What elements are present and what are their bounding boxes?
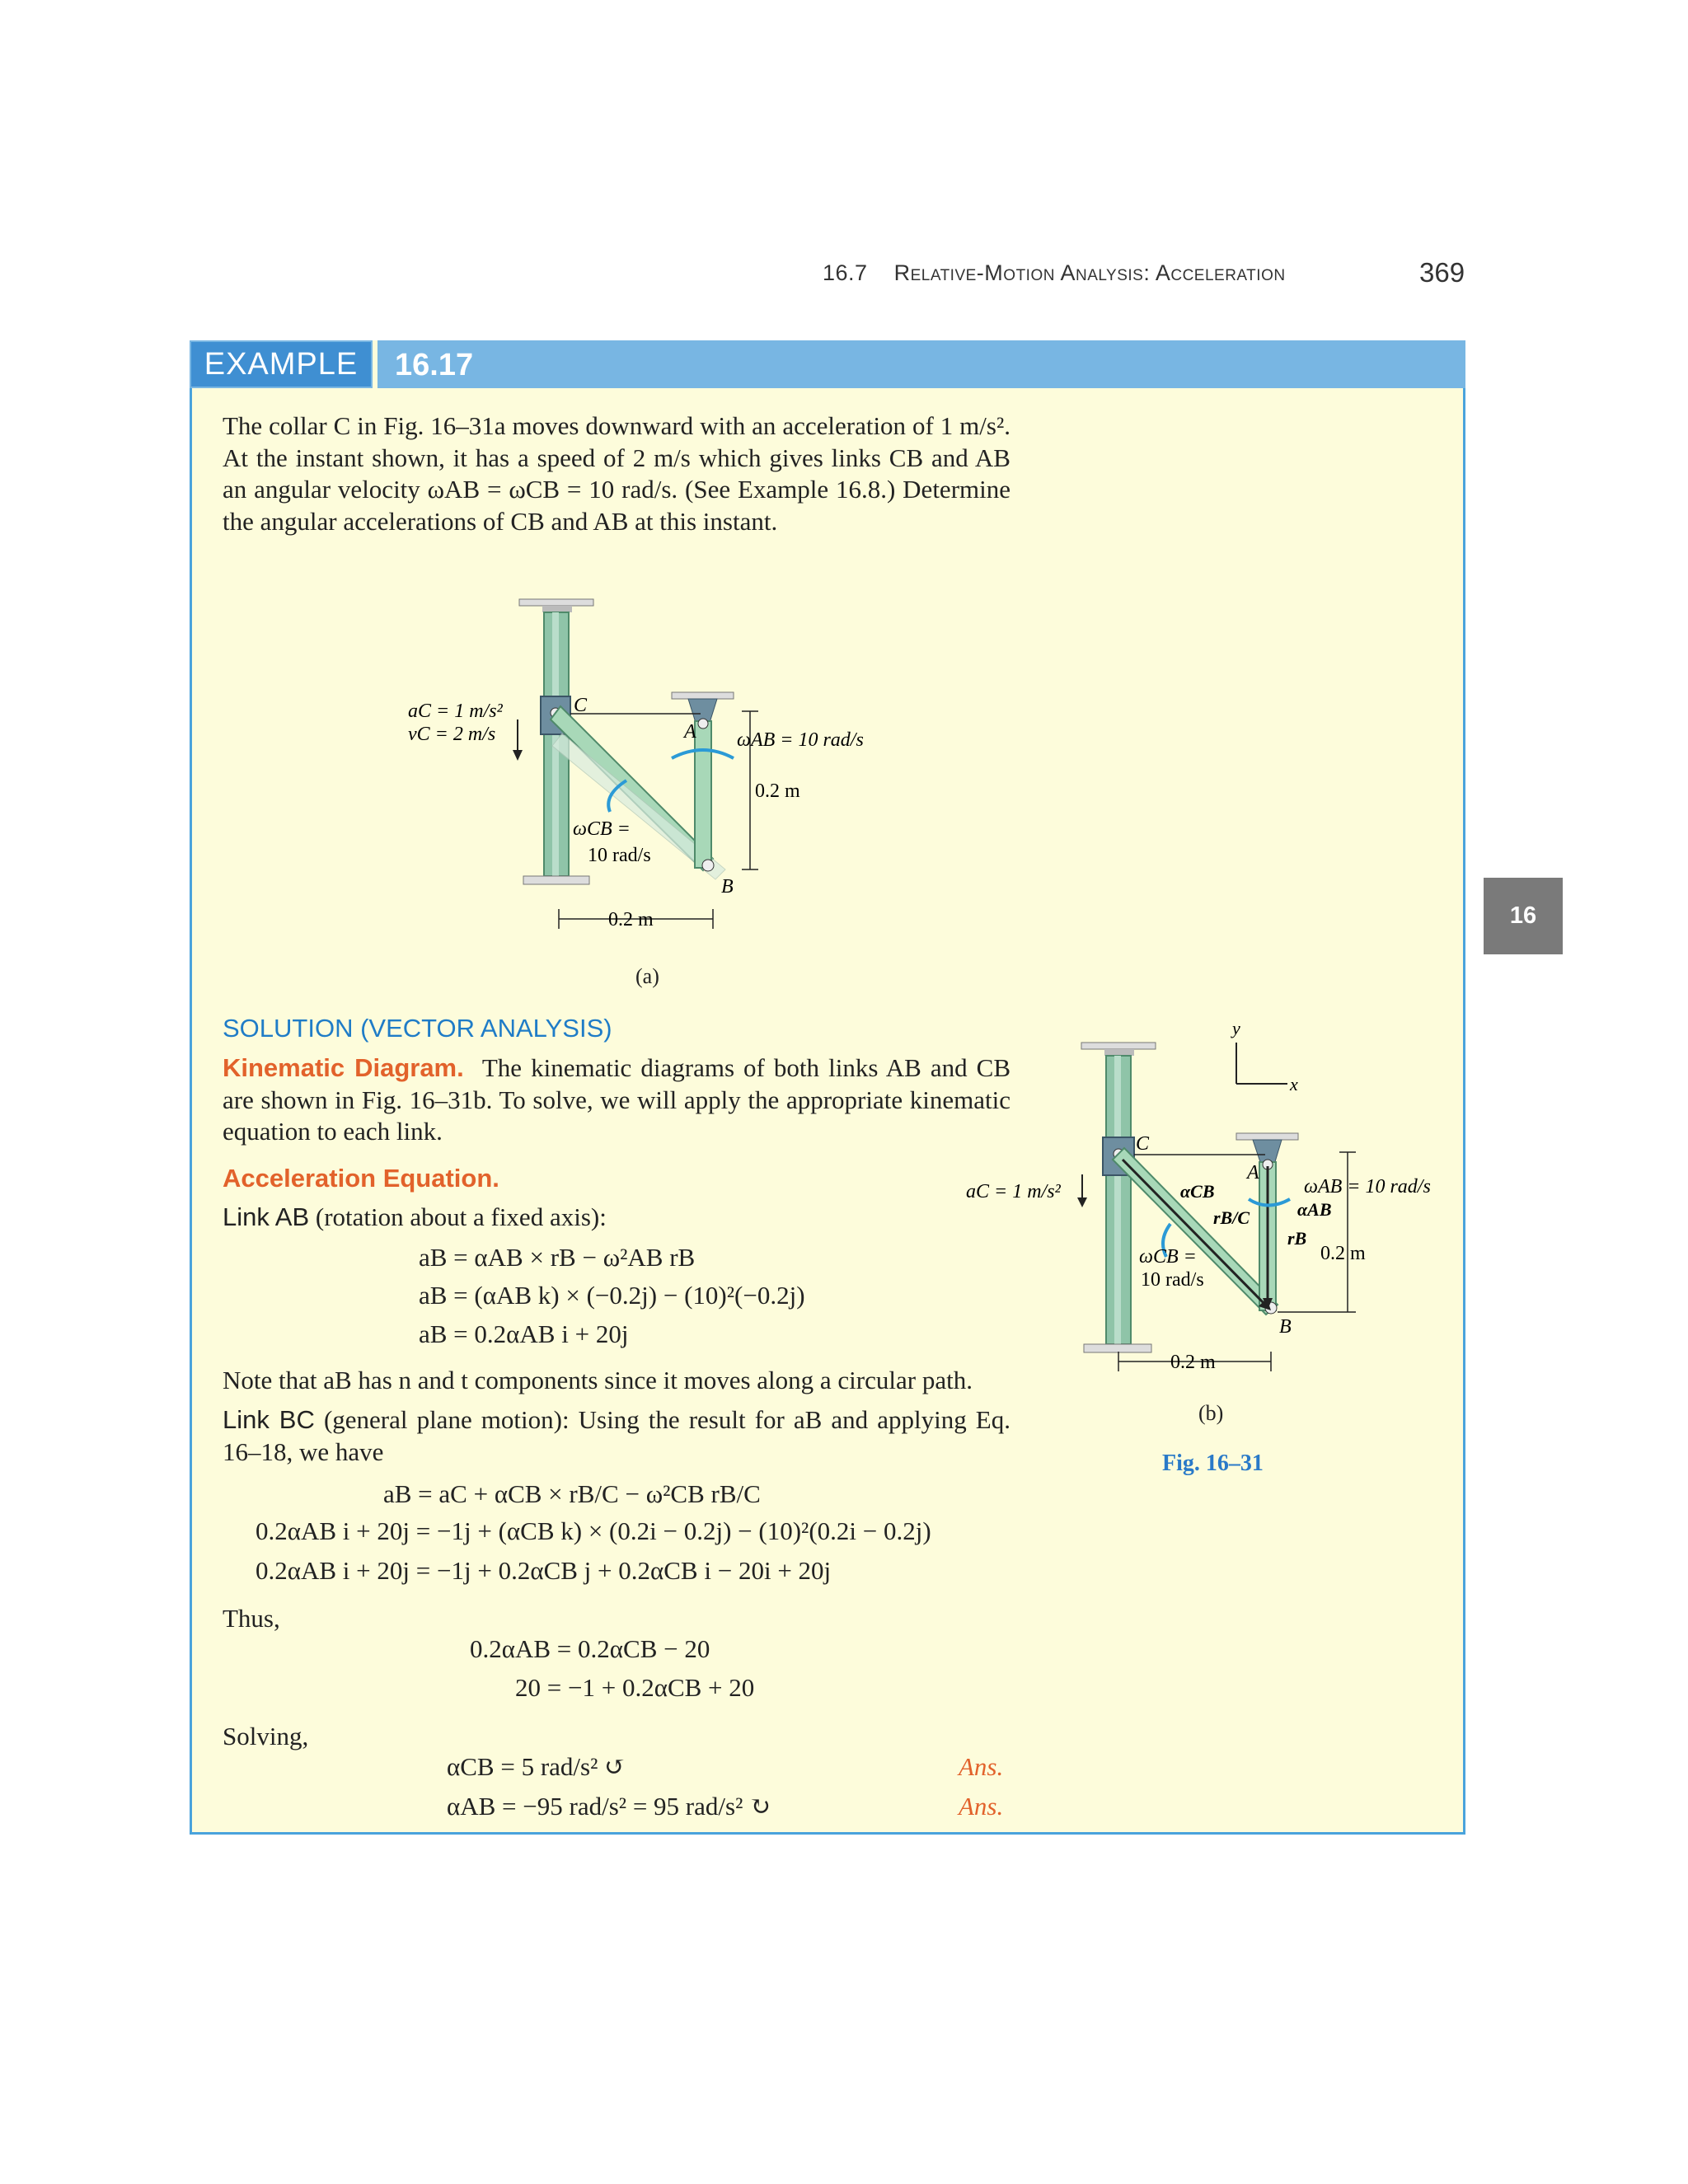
equation-bc-1: aB = aC + αCB × rB/C − ω²CB rB/C [383,1479,761,1508]
label-x-axis: x [1290,1074,1298,1094]
chapter-tab[interactable]: 16 [1484,878,1563,954]
equation-ab-1: aB = αAB × rB − ω²AB rB [419,1243,696,1272]
link-bc-label: Link BC [223,1405,315,1434]
floor-support [523,876,589,884]
section-number: 16.7 [823,260,868,285]
example-divider [373,340,377,388]
label-dim-vertical: 0.2 m [1320,1243,1366,1264]
equation-ab-3: aB = 0.2αAB i + 20j [419,1319,629,1348]
page-number: 369 [1419,257,1465,288]
ans-label-1: Ans. [959,1752,1004,1781]
result-alpha-ab: αAB = −95 rad/s² = 95 rad/s² ↻ [447,1792,771,1821]
label-r-bc: rB/C [1213,1207,1250,1228]
running-head [823,260,1286,286]
kinematic-diagram-paragraph [223,1052,1010,1148]
figure-b-caption: (b) [1198,1401,1224,1425]
figure-a-caption: (a) [635,964,659,988]
section-title: Relative-Motion Analysis: Acceleration [893,260,1286,285]
ceiling-support-a [672,692,734,699]
label-omega-ab: ωAB = 10 rad/s [1304,1176,1431,1197]
example-label: EXAMPLE [191,342,371,387]
equation-ab-2: aB = (αAB k) × (−0.2j) − (10)²(−0.2j) [419,1281,805,1310]
thus-text: Thus, [223,1604,280,1633]
label-ac: aC = 1 m/s² [408,701,503,722]
ac-arrowhead [1077,1197,1087,1207]
label-alpha-cb: αCB [1180,1181,1215,1202]
label-y-axis: y [1232,1018,1240,1038]
label-omega-ab: ωAB = 10 rad/s [737,729,864,751]
link-bc-paragraph [223,1404,1010,1468]
label-omega-cb-value: 10 rad/s [588,845,651,866]
result-alpha-cb: αCB = 5 rad/s² ↺ [447,1752,626,1781]
equation-bc-3: 0.2αAB i + 20j = −1j + 0.2αCB j + 0.2αCB i − 20i + 20j [256,1556,832,1585]
shaft-highlight [1114,1056,1121,1344]
solution-heading: SOLUTION (VECTOR ANALYSIS) [223,1014,612,1043]
figure-a [387,589,898,977]
label-c: C [1136,1133,1150,1155]
support-cap [542,606,572,612]
label-ac: aC = 1 m/s² [966,1181,1061,1202]
label-b: B [721,876,734,898]
label-dim-horizontal: 0.2 m [1170,1352,1216,1373]
label-r-b: rB [1287,1228,1307,1249]
figure-label: Fig. 16–31 [1162,1451,1264,1476]
ans-label-2: Ans. [959,1792,1004,1821]
problem-statement: The collar C in Fig. 16–31a moves downward with an acceleration of 1 m/s². At the instant shown, it has a speed of 2 m/s which gives links CB and AB an angular velocity ωAB = ωCB = 10 rad/s. (See Example 16.8.) Determine the angular accelerations of CB and AB at this instant. [223,411,1010,536]
label-a: A [1247,1162,1259,1183]
ceiling-support-a [1236,1133,1298,1140]
label-omega-cb-value: 10 rad/s [1141,1269,1204,1291]
ceiling-support-c [519,599,593,606]
label-vc: vC = 2 m/s [408,724,496,745]
link-ab-line [223,1202,607,1233]
figure-b [964,1018,1459,1397]
label-c: C [574,695,588,716]
support-cap [1104,1049,1134,1056]
equation-bc-2: 0.2αAB i + 20j = −1j + (αCB k) × (0.2i − 0.2j) − (10)²(0.2i − 0.2j) [256,1516,931,1545]
label-a: A [684,721,696,743]
link-ab [695,721,711,868]
pin-b [702,860,714,871]
example-header-bar [190,340,1465,388]
label-dim-horizontal: 0.2 m [608,909,654,930]
equation-thus-1: 0.2αAB = 0.2αCB − 20 [470,1634,710,1663]
link-bc-text: (general plane motion): Using the result for aB and applying Eq. 16–18, we have [223,1405,1010,1466]
kinematic-text: The kinematic diagrams of both links AB and CB are shown in Fig. 16–31b. To solve, we will apply the appropriate kinematic equation to each link. [223,1053,1011,1146]
label-omega-cb: ωCB = [1139,1246,1197,1268]
label-b: B [1279,1316,1292,1338]
link-ab-text: (rotation about a fixed axis): [315,1202,607,1231]
note-text: Note that aB has n and t components since it moves along a circular path. [223,1366,973,1394]
ac-arrowhead [513,750,523,761]
pin-a [698,719,708,729]
example-number: 16.17 [395,347,474,382]
equation-thus-2: 20 = −1 + 0.2αCB + 20 [515,1673,755,1702]
floor-support [1084,1344,1151,1352]
acceleration-heading: Acceleration Equation. [223,1164,499,1193]
label-alpha-ab: αAB [1297,1199,1332,1220]
label-omega-cb: ωCB = [573,818,631,840]
kinematic-heading: Kinematic Diagram. [223,1053,464,1082]
label-dim-vertical: 0.2 m [755,780,800,802]
solving-text: Solving, [223,1722,309,1750]
link-ab-label: Link AB [223,1202,310,1231]
ceiling-support-c [1081,1043,1156,1049]
